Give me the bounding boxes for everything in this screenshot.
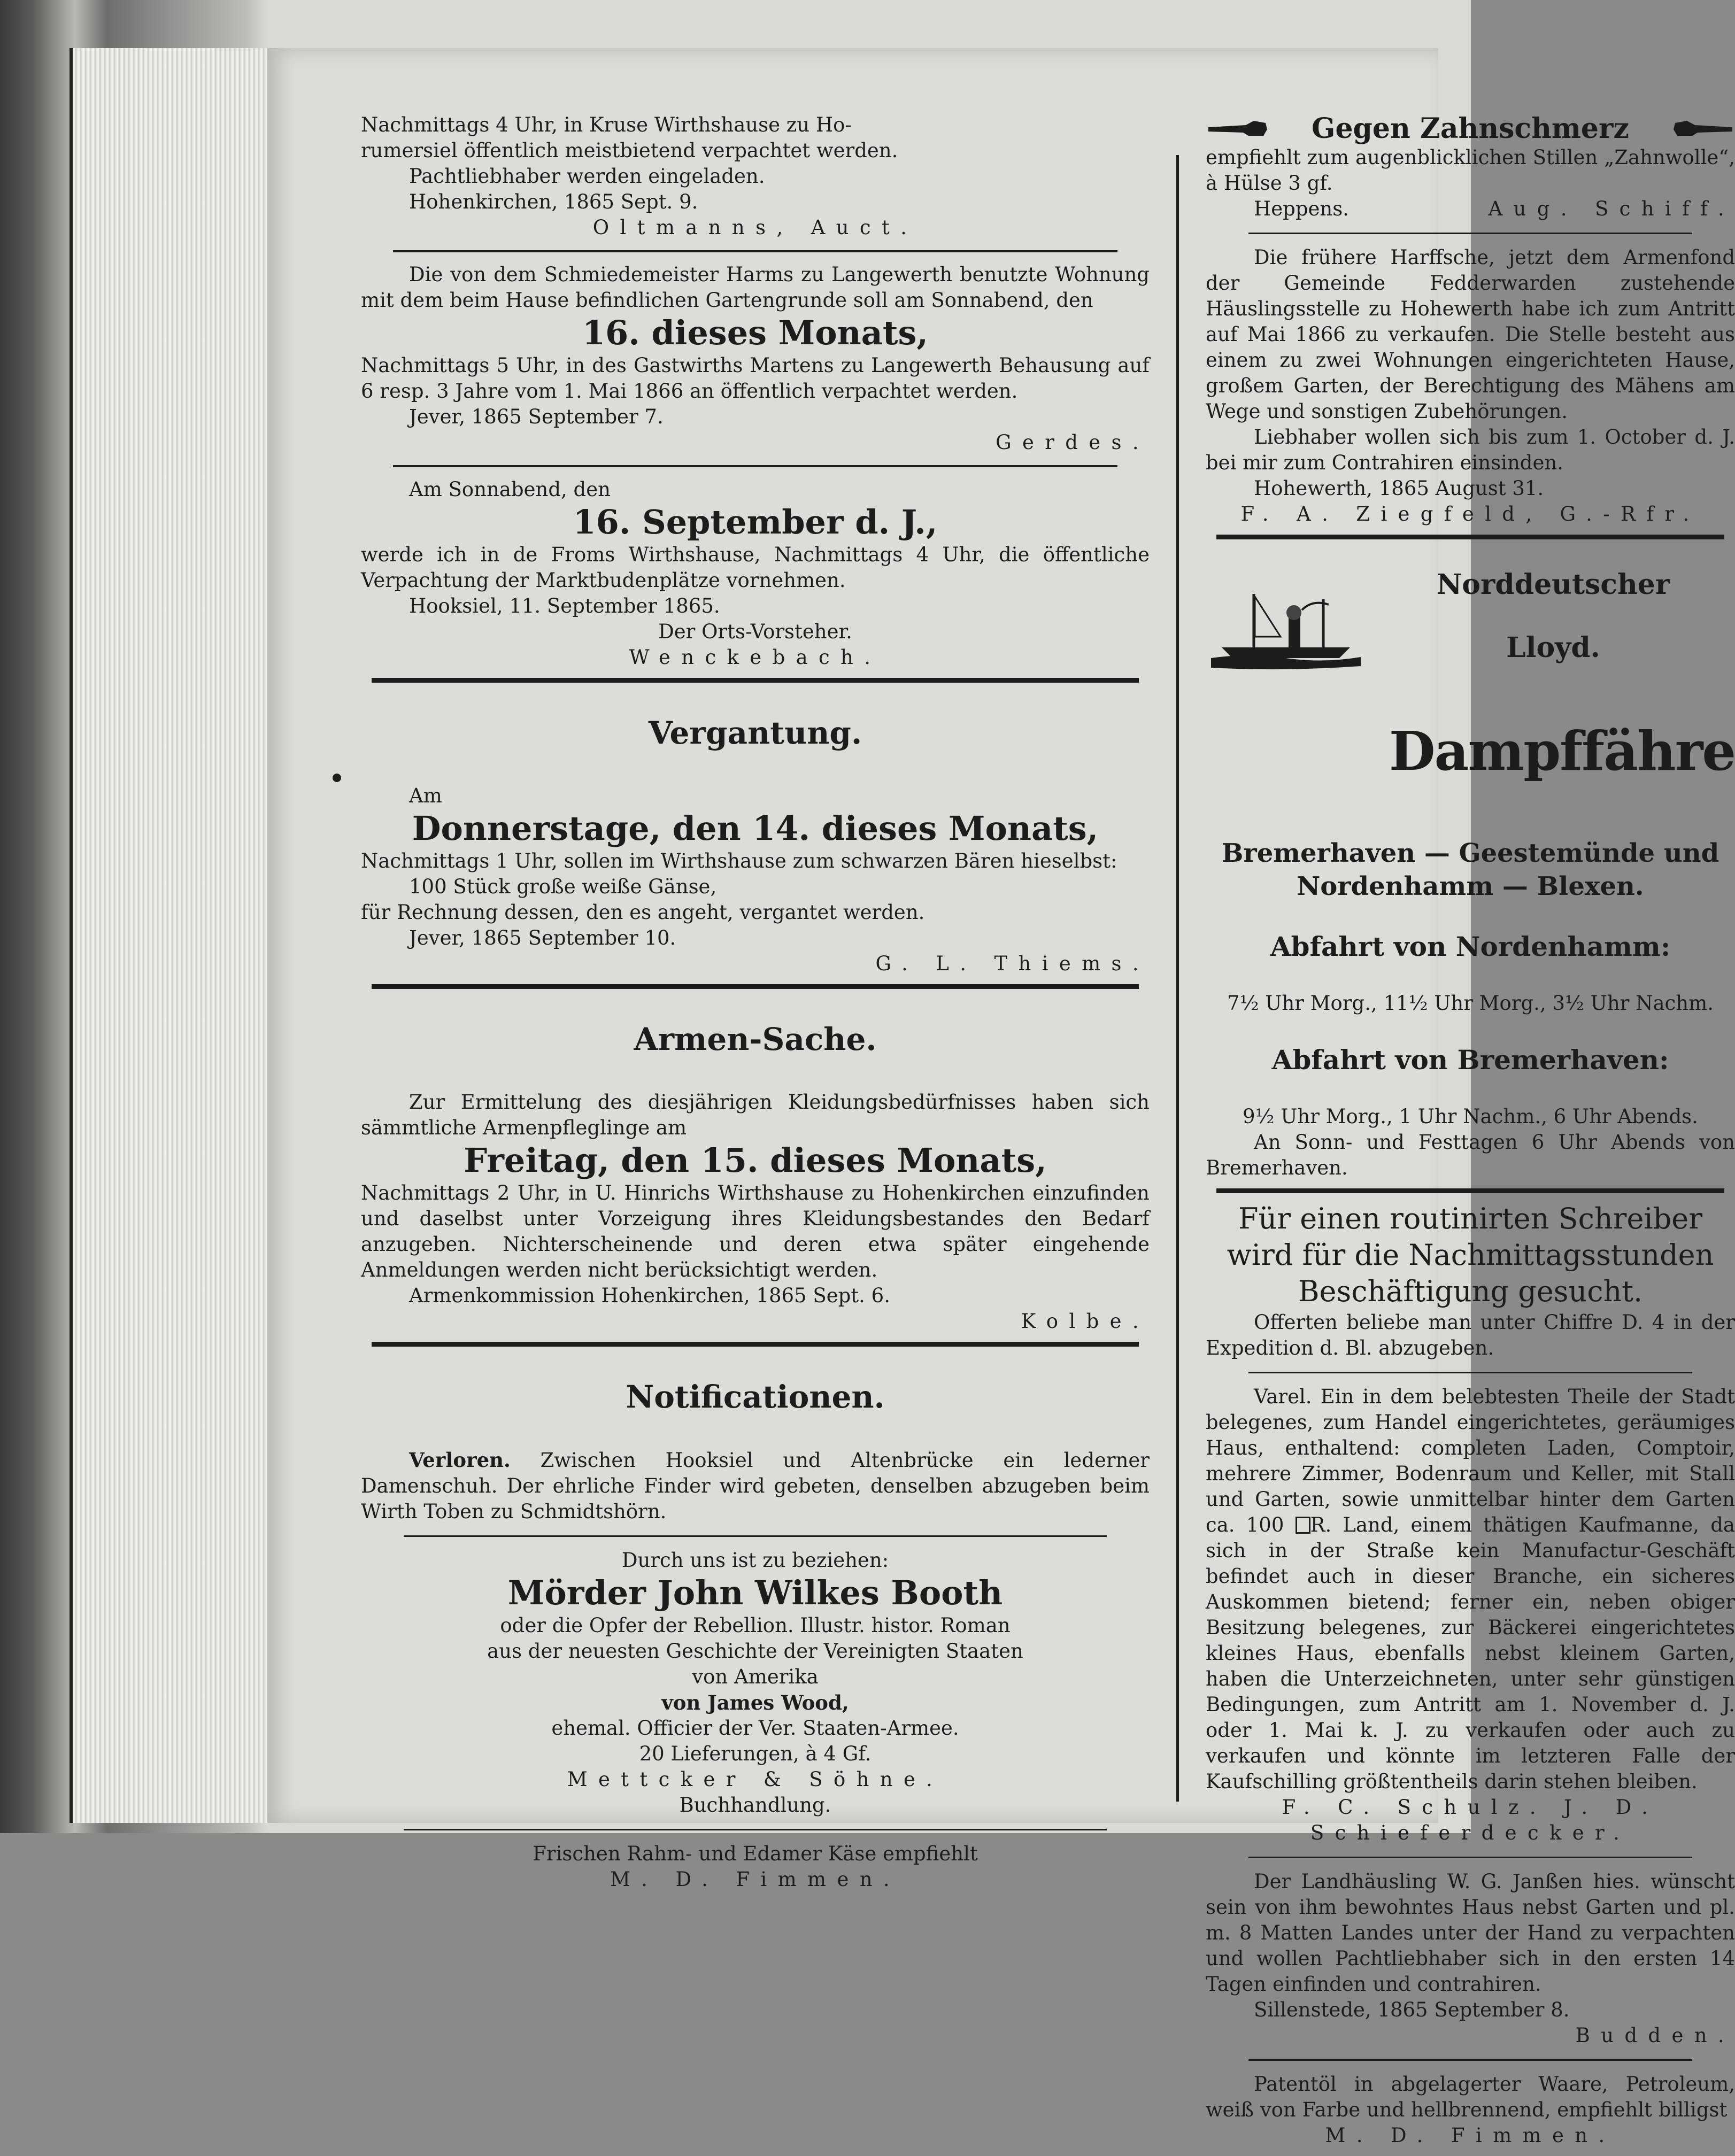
r1-title: Gegen Zahnschmerz — [1312, 112, 1629, 145]
ad2-place: Jever, 1865 September 7. — [409, 405, 664, 428]
rule — [404, 1829, 1107, 1830]
ad4-body2: für Rechnung dessen, den es angeht, vergantet werden. — [361, 901, 925, 924]
ad-varel-haus — [1206, 1384, 1735, 1846]
r3-times-nordenhamm: 7½ Uhr Morg., 11½ Uhr Morg., 3½ Uhr Nachm. — [1227, 992, 1714, 1015]
rule — [393, 250, 1117, 252]
ad5-body: Nachmittags 2 Uhr, in U. Hinrichs Wirthshause zu Hohenkirchen einzufinden und daselbst unter Vorzeigung ihres Kleidungsbestandes den Bedarf anzugeben. Nichterscheinende und deren etwa später eingehende Anmeldungen werden nicht berücksichtigt werden. — [361, 1181, 1150, 1281]
r3-times-bremerhaven: 9½ Uhr Morg., 1 Uhr Nachm., 6 Uhr Abends. — [1243, 1105, 1698, 1128]
rule — [1248, 233, 1692, 234]
ad4-body: Nachmittags 1 Uhr, sollen im Wirthshause zum schwarzen Bären hieselbst: — [361, 849, 1117, 872]
ad6-lead: Verloren. — [409, 1448, 511, 1472]
r3-name1: Norddeutscher — [1436, 568, 1670, 601]
ad5-date: Freitag, den 15. dieses Monats, — [464, 1141, 1047, 1180]
ad2-intro: Die von dem Schmiedemeister Harms zu Langewerth benutzte Wohnung mit dem beim Hause befindlichen Gartengrunde soll am Sonnabend, den — [361, 263, 1150, 312]
ad3-role: Der Orts-Vorsteher. — [658, 620, 852, 643]
book-page-edges — [70, 48, 276, 1823]
ad5-signature: Kolbe. — [1021, 1310, 1150, 1333]
ad3-place: Hooksiel, 11. September 1865. — [409, 594, 720, 617]
ad-harms-wohnung — [361, 262, 1150, 455]
ad7-title: Mörder John Wilkes Booth — [507, 1573, 1003, 1612]
rule-thick — [372, 678, 1139, 683]
ad4-heading: Vergantung. — [648, 715, 862, 751]
ad-norddeutscher-lloyd — [1206, 567, 1735, 1181]
ad2-date: 16. dieses Monats, — [582, 313, 928, 352]
ad5-intro: Zur Ermittelung des diesjährigen Kleidungsbedürfnisses haben sich sämmtliche Armenpfleglinge am — [361, 1091, 1150, 1139]
ad5-heading: Armen-Sache. — [634, 1021, 877, 1057]
rule — [1248, 2059, 1692, 2061]
ad7-sub: von Amerika — [692, 1665, 819, 1688]
ad3-date: 16. September d. J., — [573, 503, 938, 542]
r1-signature: Aug. Schiff. — [1488, 197, 1735, 220]
ad1-signature: Oltmanns, Auct. — [592, 216, 918, 239]
r3-heading-nordenhamm: Abfahrt von Nordenhamm: — [1270, 931, 1671, 962]
ad-zahnschmerz — [1206, 112, 1735, 222]
ad7-publisher: Mettcker & Söhne. — [567, 1768, 944, 1791]
ad3-intro: Am Sonnabend, den — [409, 478, 611, 501]
ad1-line: rumersiel öffentlich meistbietend verpachtet werden. — [361, 139, 898, 162]
pointing-hand-icon — [1671, 115, 1735, 142]
r1-body: empfiehlt zum augenblicklichen Stillen „Zahnwolle“, à Hülse 3 gf. — [1206, 146, 1735, 195]
rule-thick — [372, 1342, 1139, 1347]
ad-marktbuden — [361, 477, 1150, 670]
ad7-sub: aus der neuesten Geschichte der Vereinigten Staaten — [487, 1640, 1023, 1663]
ad-schreiber — [1206, 1201, 1735, 1361]
left-column — [361, 112, 1150, 1892]
r3-heading-bremerhaven: Abfahrt von Bremerhaven: — [1271, 1044, 1669, 1076]
ad6-heading: Notificationen. — [626, 1379, 885, 1415]
ad-pacht-horumersiel — [361, 112, 1150, 241]
ad7-publisher2: Buchhandlung. — [679, 1794, 831, 1817]
ad-armen-sache — [361, 1020, 1150, 1334]
ad-vergantung — [361, 714, 1150, 977]
r3-route: Bremerhaven — Geestemünde und Nordenhamm — Blexen. — [1221, 838, 1719, 901]
ad-booth-roman — [361, 1548, 1150, 1818]
r4-body: Offerten beliebe man unter Chiffre D. 4 in der Expedition d. Bl. abzugeben. — [1206, 1311, 1735, 1359]
ad4-item: 100 Stück große weiße Gänse, — [409, 875, 717, 898]
ad2-body: Nachmittags 5 Uhr, in des Gastwirths Martens zu Langewerth Behausung auf 6 resp. 3 Jahre vom 1. Mai 1866 an öffentlich verpachtet werden. — [361, 354, 1150, 403]
ad3-signature: Wenckebach. — [629, 646, 882, 669]
rule-thick — [1216, 535, 1724, 539]
ad4-am: Am — [409, 784, 442, 807]
rule-thick — [1216, 1188, 1724, 1193]
r1-place: Heppens. — [1254, 197, 1350, 220]
ad7-intro: Durch uns ist zu beziehen: — [621, 1549, 889, 1572]
ad7-price: 20 Lieferungen, à 4 Gf. — [639, 1742, 872, 1765]
r2-place: Hohewerth, 1865 August 31. — [1254, 477, 1544, 500]
ad6-body: Zwischen Hooksiel und Altenbrücke ein lederner Damenschuh. Der ehrliche Finder wird gebeten, denselben abzugeben beim Wirth Toben zu Schmidtshörn. — [361, 1449, 1150, 1523]
r5-body-a: Varel. Ein in dem belebtesten Theile der Stadt belegenes, zum Handel eingerichtetes, geräumiges Haus, enthaltend: completen Laden, Comptoir, mehrere Zimmer, Bodenraum und Keller, mit Stall und Garten, sowie unmittelbar hinter dem Garten ca. 100 — [1206, 1385, 1735, 1536]
r3-dampffaehre: Dampffähre — [1389, 720, 1735, 783]
rule-thick — [372, 984, 1139, 989]
page-content — [267, 48, 1735, 2147]
ad1-line: Pachtliebhaber werden eingeladen. — [409, 165, 765, 188]
r2-body2: Liebhaber wollen sich bis zum 1. October d. J. bei mir zum Contrahiren einsinden. — [1206, 426, 1735, 474]
r5-body-b: R. Land, einem thätigen Kaufmanne, da sich in der Straße kein Manufactur-Geschäft befindet auch in dieser Branche, ein sicheres Auskommen bietend; ferner ein, neben obiger Besitzung belegenes, zur Bäckerei eingerichtetes kleines Haus, ebenfalls nebst kleinem Garten, haben die Unterzeichneten, unter sehr günstigen Bedingungen, zum Antritt am 1. November d. J. oder 1. Mai k. J. zu verkaufen oder auch zu verkaufen und könnte im letzteren Falle der Kaufschilling größtentheils darin stehen bleiben. — [1206, 1513, 1735, 1793]
steamship-illustration — [1206, 573, 1366, 679]
column-separator — [1176, 155, 1179, 1802]
ad7-rank: ehemal. Officier der Ver. Staaten-Armee. — [551, 1717, 959, 1740]
r6-place: Sillenstede, 1865 September 8. — [1254, 1998, 1570, 2021]
ad7-author: von James Wood, — [661, 1691, 849, 1714]
ad5-place: Armenkommission Hohenkirchen, 1865 Sept. 6. — [409, 1284, 890, 1307]
square-symbol — [1296, 1517, 1310, 1534]
right-column — [1206, 112, 1735, 2149]
r2-signature: F. A. Ziegfeld, G.-Rfr. — [1240, 503, 1700, 526]
ad8-body: Frischen Rahm- und Edamer Käse empfiehlt — [533, 1842, 978, 1865]
r5-signature: F. C. Schulz. J. D. Schieferdecker. — [1282, 1796, 1659, 1844]
r2-body: Die frühere Harffsche, jetzt dem Armenfond der Gemeinde Fedderwarden zustehende Häuslingsstelle zu Hohewerth habe ich zum Antritt auf Mai 1866 zu verkaufen. Die Stelle besteht aus einem zu zwei Wohnungen eingerichteten Hause, großem Garten, der Berechtigung des Mähens am Wege und sonstigen Zubehörungen. — [1206, 246, 1735, 423]
r7-signature: M. D. Fimmen. — [1325, 2124, 1616, 2147]
ad1-line: Hohenkirchen, 1865 Sept. 9. — [409, 190, 698, 213]
pointing-hand-icon — [1206, 115, 1270, 142]
ad2-signature: Gerdes. — [996, 431, 1150, 454]
r6-signature: Budden. — [1575, 2024, 1735, 2047]
r7-body: Patentöl in abgelagerter Waare, Petroleum, weiß von Farbe und hellbrennend, empfiehlt billigst — [1206, 2073, 1735, 2121]
ad-notificationen — [361, 1378, 1150, 1525]
r3-name2: Lloyd. — [1506, 631, 1600, 664]
ad-patentoel — [1206, 2072, 1735, 2149]
r3-note: An Sonn- und Festtagen 6 Uhr Abends von Bremerhaven. — [1206, 1131, 1735, 1179]
ad4-date: Donnerstage, den 14. dieses Monats, — [412, 809, 1099, 848]
ad-haeuslingsstelle — [1206, 245, 1735, 527]
ad4-place: Jever, 1865 September 10. — [409, 926, 676, 949]
ad7-sub: oder die Opfer der Rebellion. Illustr. histor. Roman — [500, 1614, 1011, 1637]
rule — [393, 465, 1117, 467]
r6-body: Der Landhäusling W. G. Janßen hies. wünscht sein von ihm bewohntes Haus nebst Garten und pl. m. 8 Matten Landes unter der Hand zu verpachten und wollen Pachtliebhaber sich in den ersten 14 Tagen einfinden und contrahiren. — [1206, 1870, 1735, 1996]
ad3-body: werde ich in de Froms Wirthshause, Nachmittags 4 Uhr, die öffentliche Verpachtung der Marktbudenplätze vornehmen. — [361, 543, 1150, 592]
ad-janssen — [1206, 1869, 1735, 2049]
ad4-signature: G. L. Thiems. — [875, 952, 1150, 975]
ad-kaese — [361, 1841, 1150, 1892]
rule — [1248, 1857, 1692, 1858]
r4-heading: Für einen routinirten Schreiber wird für die Nachmittagsstunden Beschäftigung gesucht. — [1227, 1202, 1714, 1308]
ad1-line: Nachmittags 4 Uhr, in Kruse Wirthshause zu Ho- — [361, 113, 852, 136]
rule — [404, 1535, 1107, 1537]
rule — [1248, 1372, 1692, 1373]
ad8-signature: M. D. Fimmen. — [610, 1868, 900, 1891]
